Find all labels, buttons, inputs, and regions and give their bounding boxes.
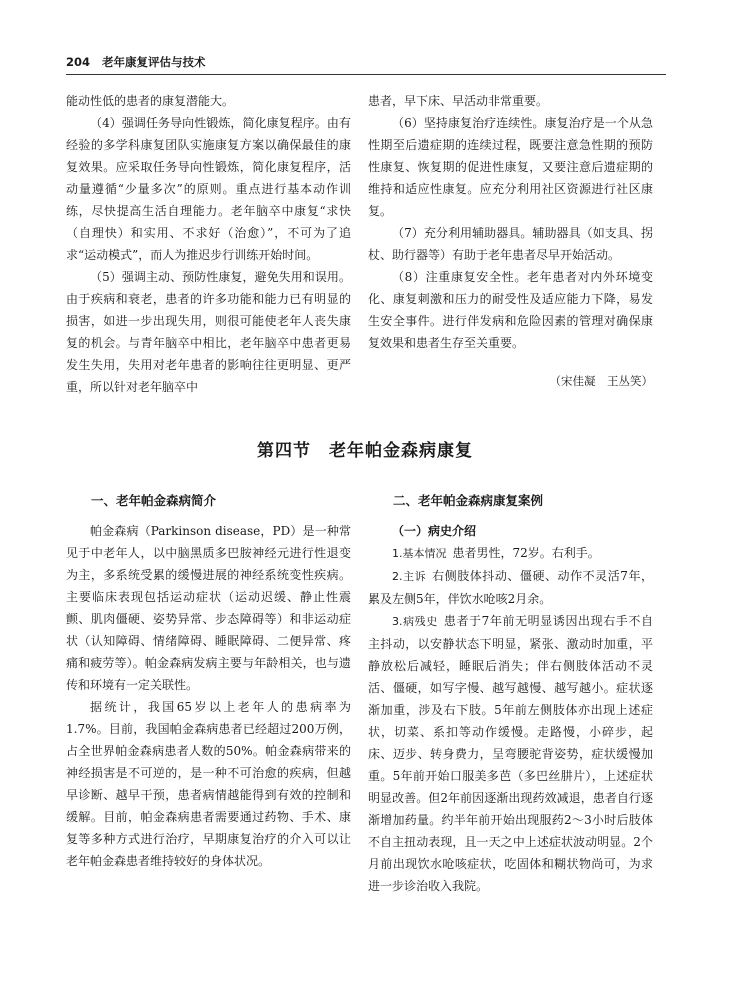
header-rule	[66, 74, 666, 75]
paragraph: （6）坚持康复治疗连续性。康复治疗是一个从急性期至后遗症期的连续过程，既要注意急性期的预防性康复、恢复期的促进性康复，又要注意后遗症期的维持和适应性康复。应充分利用社区资源进行社区康复。	[368, 116, 653, 218]
bottom-left-column	[66, 490, 351, 872]
case-text: 右侧肢体抖动、僵硬、动作不灵活7年，累及左侧5年，伴饮水呛咳2月余。	[368, 569, 653, 606]
book-title: 老年康复评估与技术	[102, 55, 206, 69]
case-item	[368, 542, 653, 565]
paragraph: （4）强调任务导向性锻炼，简化康复程序。由有经验的多学科康复团队实施康复方案以确保最佳的康复效果。应采取任务导向性锻炼，简化康复程序，活动量遵循“少量多次”的原则。重点进行基本动作训练，尽快提高生活自理能力。老年脑卒中康复“求快（自理快）和实用、不求好（治愈）”，不可为了追求“运动模式”，而人为推迟步行训练开始时间。	[66, 116, 351, 262]
paragraph: （8）注重康复安全性。老年患者对内外环境变化、康复刺激和压力的耐受性及适应能力下降，易发生安全事件。进行伴发病和危险因素的管理对确保康复效果和患者生存至关重要。	[368, 270, 653, 350]
section-title: 第四节 老年帕金森病康复	[257, 441, 473, 461]
paragraph: 患者，早下床、早活动非常重要。	[368, 94, 549, 108]
case-label: 2.主诉	[392, 570, 427, 583]
case-text: 患者男性，72岁。右利手。	[452, 546, 600, 560]
running-header	[66, 54, 666, 74]
case-text: 患者于7年前无明显诱因出现右手不自主抖动，以安静状态下明显，紧张、激动时加重，平静放松后减轻，睡眠后消失；伴右侧肢体活动不灵活、僵硬，如写字慢、越写越慢、越写越小。症状逐渐加重，涉及右下肢。5年前左侧肢体亦出现上述症状，切菜、系扣等动作缓慢。走路慢，小碎步，起床、迈步、转身费力，呈弯腰驼背姿势，症状缓慢加重。5年前开始口服美多芭（多巴丝肼片），上述症状明显改善。但2年前因逐渐出现药效减退，患者自行逐渐增加药量。约半年前开始出现服药2～3小时后肢体不自主扭动表现，且一天之中上述症状波动明显。2个月前出现饮水呛咳症状，吃固体和糊状物尚可，为求进一步诊治收入我院。	[368, 614, 653, 893]
left-heading: 一、老年帕金森病简介	[91, 493, 217, 508]
case-subheading: （一）病史介绍	[392, 524, 477, 538]
top-right-column	[368, 90, 653, 392]
paragraph: 能动性低的患者的康复潜能大。	[66, 94, 235, 108]
author-credit: （宋佳凝 王丛笑）	[549, 374, 653, 388]
paragraph: 帕金森病（Parkinson disease，PD）是一种常见于中老年人，以中脑黑质多巴胺神经元进行性退变为主，多系统受累的缓慢进展的神经系统变性疾病。主要临床表现包括运动症状（运动迟缓、静止性震颤、肌肉僵硬、姿势异常、步态障碍等）和非运动症状（认知障碍、情绪障碍、睡眠障碍、二便异常、疼痛和疲劳等）。帕金森病发病主要与年龄相关，也与遗传和环境有一定关联性。	[66, 524, 351, 692]
paragraph: 据统计，我国65岁以上老年人的患病率为1.7%。目前，我国帕金森病患者已经超过200万例，占全世界帕金森病患者人数的50%。帕金森病带来的神经损害是不可逆的，是一种不可治愈的疾病，但越早诊断、越早干预，患者病情越能得到有效的控制和缓解。目前，帕金森病患者需要通过药物、手术、康复等多种方式进行治疗，早期康复治疗的介入可以让老年帕金森患者维持较好的身体状况。	[66, 700, 351, 868]
paragraph: （5）强调主动、预防性康复，避免失用和误用。由于疾病和衰老，患者的许多功能和能力已有明显的损害，如进一步出现失用，则很可能使老年人丧失康复的机会。与青年脑卒中相比，老年脑卒中患者更易发生失用，失用对老年患者的影响往往更明显、更严重，所以针对老年脑卒中	[66, 270, 351, 394]
paragraph: （7）充分利用辅助器具。辅助器具（如支具、拐杖、助行器等）有助于老年患者尽早开始活动。	[368, 226, 653, 262]
case-item	[368, 565, 653, 610]
page-number: 204	[66, 55, 91, 69]
top-left-column	[66, 90, 351, 398]
case-label: 1.基本情况	[392, 547, 447, 560]
case-label: 3.病残史	[392, 615, 438, 628]
right-heading: 二、老年帕金森病康复案例	[393, 493, 544, 508]
case-item	[368, 610, 653, 897]
bottom-right-column	[368, 490, 653, 897]
